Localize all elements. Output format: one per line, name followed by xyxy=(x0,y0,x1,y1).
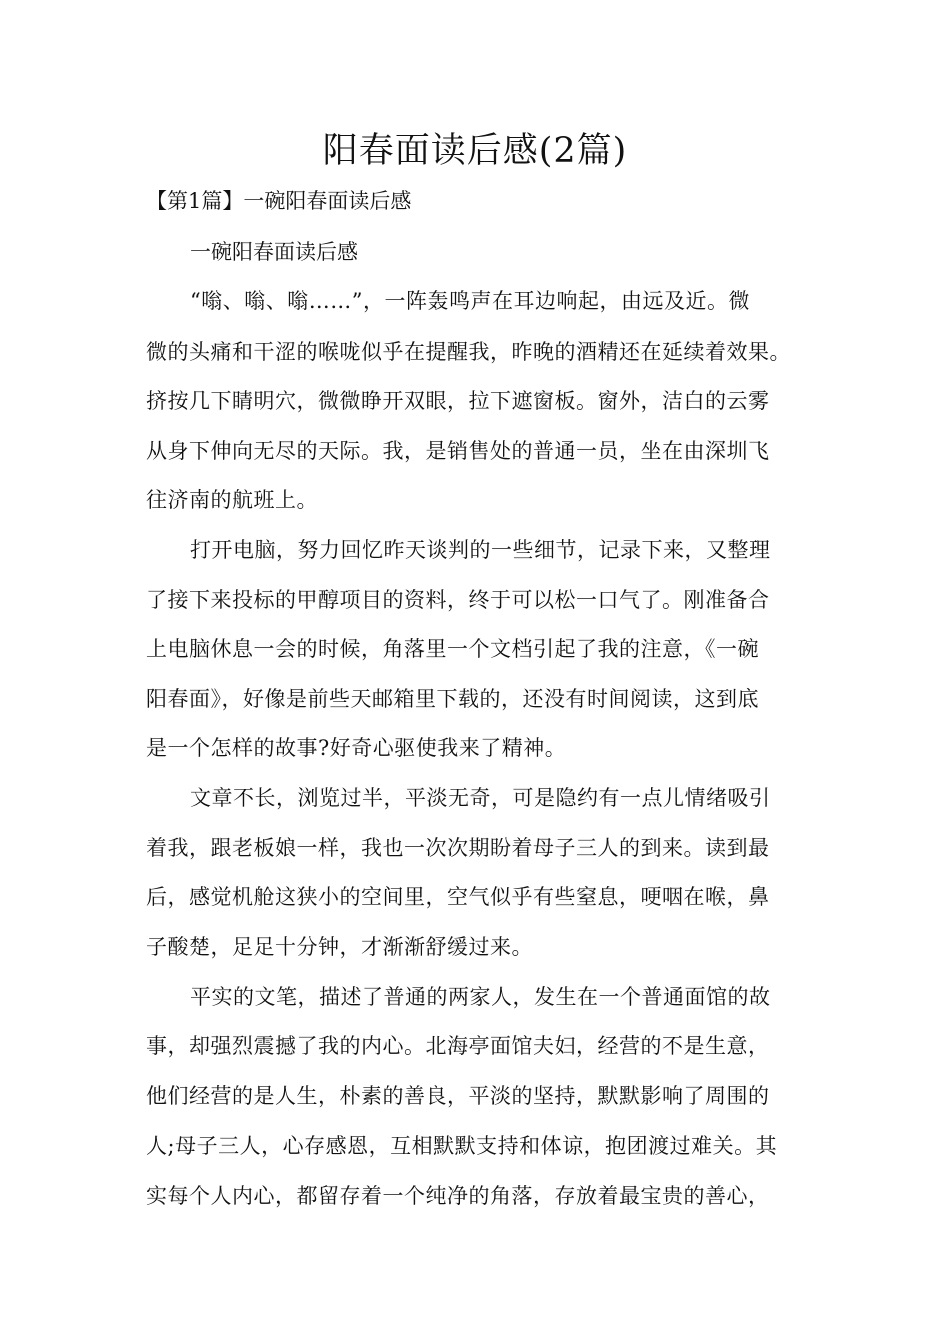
document-title: 阳春面读后感(2篇) xyxy=(322,131,628,171)
paragraph-line: 从身下伸向无尽的天际。我，是销售处的普通一员，坐在由深圳飞 xyxy=(146,439,770,463)
paragraph-line: 子酸楚，足足十分钟，才渐渐舒缓过来。 xyxy=(146,935,533,959)
sub-heading: 一碗阳春面读后感 xyxy=(190,240,358,264)
paragraph-line: 往济南的航班上。 xyxy=(146,488,318,512)
paragraph-line: 阳春面》，好像是前些天邮箱里下载的，还没有时间阅读，这到底 xyxy=(146,687,759,711)
paragraph-line: 微的头痛和干涩的喉咙似乎在提醒我，昨晚的酒精还在延续着效果。 xyxy=(146,340,791,364)
paragraph-line: 后，感觉机舱这狭小的空间里，空气似乎有些窒息，哽咽在喉，鼻 xyxy=(146,885,770,909)
paragraph-line: 他们经营的是人生，朴素的善良，平淡的坚持，默默影响了周围的 xyxy=(146,1084,770,1108)
section-heading: 【第1篇】一碗阳春面读后感 xyxy=(146,189,412,213)
paragraph-line: 打开电脑，努力回忆昨天谈判的一些细节，记录下来，又整理 xyxy=(190,538,771,562)
paragraph-line: 人;母子三人，心存感恩，互相默默支持和体谅，抱团渡过难关。其 xyxy=(146,1134,778,1158)
paragraph-line: 着我，跟老板娘一样，我也一次次期盼着母子三人的到来。读到最 xyxy=(146,836,770,860)
paragraph-line: 了接下来投标的甲醇项目的资料，终于可以松一口气了。刚准备合 xyxy=(146,588,770,612)
paragraph-line: 实每个人内心，都留存着一个纯净的角落，存放着最宝贵的善心， xyxy=(146,1184,770,1208)
paragraph-line: 是一个怎样的故事?好奇心驱使我来了精神。 xyxy=(146,736,567,760)
paragraph-line: “嗡、嗡、嗡……”，一阵轰鸣声在耳边响起，由远及近。微 xyxy=(190,289,750,313)
paragraph-line: 上电脑休息一会的时候，角落里一个文档引起了我的注意，《一碗 xyxy=(146,637,759,661)
paragraph-line: 平实的文笔，描述了普通的两家人，发生在一个普通面馆的故 xyxy=(190,985,771,1009)
paragraph-line: 文章不长，浏览过半，平淡无奇，可是隐约有一点儿情绪吸引 xyxy=(190,786,771,810)
paragraph-line: 事，却强烈震撼了我的内心。北海亭面馆夫妇，经营的不是生意， xyxy=(146,1034,770,1058)
paragraph-line: 挤按几下睛明穴，微微睁开双眼，拉下遮窗板。窗外，洁白的云雾 xyxy=(146,389,770,413)
